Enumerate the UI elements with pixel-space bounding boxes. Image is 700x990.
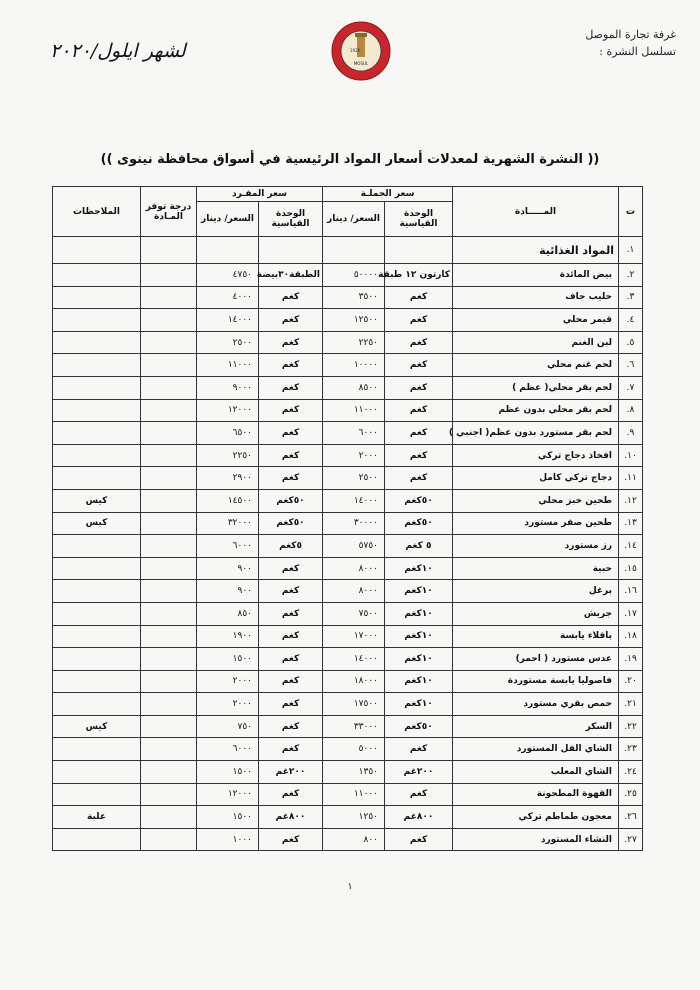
row-availability — [141, 467, 197, 490]
prices-table — [52, 186, 643, 851]
row-wholesale-price: ١٤٠٠٠ — [323, 489, 385, 512]
svg-text:MOSUL: MOSUL — [353, 61, 369, 66]
row-note — [53, 264, 141, 287]
page-number: ١ — [347, 882, 353, 892]
row-retail-price: ٩٠٠٠ — [197, 376, 259, 399]
row-seq: ١٣. — [619, 512, 643, 535]
row-note — [53, 354, 141, 377]
row-seq: ٦. — [619, 354, 643, 377]
row-wholesale-unit: كغم — [385, 467, 453, 490]
row-availability — [141, 309, 197, 332]
row-wholesale-unit: كغم — [385, 286, 453, 309]
row-wholesale-price: ٥٠٠٠ — [323, 738, 385, 761]
row-item: لحم بقر مستورد بدون عظم( اجنبي ) — [453, 422, 619, 445]
row-seq: ٤. — [619, 309, 643, 332]
col-retail-unit: الوحدة القياسية — [259, 202, 323, 237]
row-wholesale-unit: ٥ كغم — [385, 535, 453, 558]
table-row — [53, 467, 643, 490]
row-seq: ٧. — [619, 376, 643, 399]
row-seq: ١١. — [619, 467, 643, 490]
row-item: جريش — [453, 602, 619, 625]
row-wholesale-unit: كغم — [385, 331, 453, 354]
row-retail-unit: كغم — [259, 467, 323, 490]
row-item: قيمر محلي — [453, 309, 619, 332]
row-wholesale-price: ١٧٥٠٠ — [323, 693, 385, 716]
row-availability — [141, 535, 197, 558]
row-wholesale-price: ١٧٠٠٠ — [323, 625, 385, 648]
row-wholesale-price: ١٨٠٠٠ — [323, 670, 385, 693]
row-wholesale-price: ١٣٥٠ — [323, 761, 385, 784]
row-wholesale-unit: كغم — [385, 828, 453, 851]
row-retail-price: ١٥٠٠ — [197, 648, 259, 671]
section-row — [53, 237, 643, 264]
bulletin-title: (( النشرة الشهرية لمعدلات أسعار المواد الرئيسية في أسواق محافظة نينوى )) — [100, 152, 600, 167]
row-item: الشاي الفل المستورد — [453, 738, 619, 761]
row-retail-price: ٢٥٠٠ — [197, 331, 259, 354]
table-row — [53, 489, 643, 512]
row-retail-unit: كغم — [259, 444, 323, 467]
row-retail-unit: ٥٠كغم — [259, 489, 323, 512]
row-seq: ٢٥. — [619, 783, 643, 806]
row-retail-unit: كغم — [259, 648, 323, 671]
row-seq: ٣. — [619, 286, 643, 309]
row-availability — [141, 331, 197, 354]
row-availability — [141, 761, 197, 784]
row-availability — [141, 738, 197, 761]
row-retail-unit: كغم — [259, 715, 323, 738]
row-wholesale-unit: ١٠كغم — [385, 602, 453, 625]
row-retail-unit: ٨٠٠غم — [259, 806, 323, 829]
row-retail-price: ٢٠٠٠ — [197, 693, 259, 716]
row-item: لبن الغنم — [453, 331, 619, 354]
row-wholesale-price: ١٠٠٠٠ — [323, 354, 385, 377]
row-retail-unit: كغم — [259, 354, 323, 377]
row-retail-unit: الطبقة٣٠بيضة — [259, 264, 323, 287]
row-item: طحين خبز محلي — [453, 489, 619, 512]
row-item: حليب جاف — [453, 286, 619, 309]
row-availability — [141, 512, 197, 535]
row-item: لحم غنم محلي — [453, 354, 619, 377]
row-item: فاصوليا يابسة مستوردة — [453, 670, 619, 693]
row-note — [53, 693, 141, 716]
row-availability — [141, 399, 197, 422]
row-note — [53, 399, 141, 422]
row-retail-price: ٣٢٠٠٠ — [197, 512, 259, 535]
row-wholesale-unit: كغم — [385, 738, 453, 761]
row-wholesale-price: ١١٠٠٠ — [323, 399, 385, 422]
row-seq: ١٧. — [619, 602, 643, 625]
col-retail-price: السعر/ دينار — [197, 202, 259, 237]
row-wholesale-price: ٧٥٠٠ — [323, 602, 385, 625]
col-seq: ت — [619, 187, 643, 237]
row-retail-unit: ٢٠٠غم — [259, 761, 323, 784]
row-retail-unit: كغم — [259, 331, 323, 354]
row-retail-unit: كغم — [259, 376, 323, 399]
row-item: برغل — [453, 580, 619, 603]
row-wholesale-price: ٢٢٥٠ — [323, 331, 385, 354]
row-note — [53, 376, 141, 399]
row-item: بيض المائدة — [453, 264, 619, 287]
table-row — [53, 625, 643, 648]
row-seq: ٢٤. — [619, 761, 643, 784]
row-note — [53, 444, 141, 467]
row-note — [53, 761, 141, 784]
row-retail-price: ٨٥٠ — [197, 602, 259, 625]
row-retail-unit: ٥٠كغم — [259, 512, 323, 535]
row-availability — [141, 376, 197, 399]
row-seq: ٩. — [619, 422, 643, 445]
row-wholesale-price: ٨٥٠٠ — [323, 376, 385, 399]
row-note — [53, 580, 141, 603]
row-item: لحم بقر محلي بدون عظم — [453, 399, 619, 422]
row-retail-price: ١١٠٠٠ — [197, 354, 259, 377]
row-availability — [141, 580, 197, 603]
row-wholesale-price: ٥٧٥٠ — [323, 535, 385, 558]
row-note — [53, 309, 141, 332]
table-row — [53, 354, 643, 377]
row-note — [53, 557, 141, 580]
serial-label: تسلسل النشرة : — [599, 45, 676, 58]
row-retail-unit: ٥كغم — [259, 535, 323, 558]
row-seq: ٢٦. — [619, 806, 643, 829]
table-row — [53, 512, 643, 535]
col-notes: الملاحظات — [53, 187, 141, 237]
row-retail-price: ٦٥٠٠ — [197, 422, 259, 445]
row-availability — [141, 602, 197, 625]
row-retail-price: ١٢٠٠٠ — [197, 399, 259, 422]
row-note: كيس — [53, 715, 141, 738]
row-item: النشاء المستورد — [453, 828, 619, 851]
table-row — [53, 444, 643, 467]
row-retail-price: ١٢٠٠٠ — [197, 783, 259, 806]
row-note — [53, 331, 141, 354]
row-availability — [141, 444, 197, 467]
row-item: افخاذ دجاج تركي — [453, 444, 619, 467]
row-item: لحم بقر محلي( عظم ) — [453, 376, 619, 399]
row-seq: ٢٣. — [619, 738, 643, 761]
row-availability — [141, 286, 197, 309]
row-wholesale-price: ١٤٠٠٠ — [323, 648, 385, 671]
table-row — [53, 670, 643, 693]
row-retail-unit: كغم — [259, 422, 323, 445]
row-item: معجون طماطم تركي — [453, 806, 619, 829]
row-seq: ٢٧. — [619, 828, 643, 851]
row-retail-price: ٢٩٠٠ — [197, 467, 259, 490]
row-availability — [141, 264, 197, 287]
row-note — [53, 670, 141, 693]
row-availability — [141, 557, 197, 580]
row-seq: ٢٢. — [619, 715, 643, 738]
row-wholesale-unit: كغم — [385, 444, 453, 467]
row-note: كيس — [53, 512, 141, 535]
table-row — [53, 264, 643, 287]
row-wholesale-unit: كغم — [385, 422, 453, 445]
row-note — [53, 535, 141, 558]
row-wholesale-price: ١١٠٠٠ — [323, 783, 385, 806]
row-retail-price: ٢٢٥٠ — [197, 444, 259, 467]
table-row — [53, 806, 643, 829]
row-note — [53, 422, 141, 445]
row-wholesale-price: ٨٠٠٠ — [323, 580, 385, 603]
row-retail-unit: كغم — [259, 693, 323, 716]
section-label: المواد الغذائية — [453, 237, 619, 264]
row-retail-price: ١٥٠٠ — [197, 806, 259, 829]
row-retail-price: ١٤٠٠٠ — [197, 309, 259, 332]
row-retail-unit: كغم — [259, 670, 323, 693]
row-wholesale-unit: ١٠كغم — [385, 648, 453, 671]
row-wholesale-unit: ١٠كغم — [385, 625, 453, 648]
row-wholesale-price: ٢٠٠٠ — [323, 444, 385, 467]
row-item: حمص بقري مستورد — [453, 693, 619, 716]
row-item: باقلاء يابسة — [453, 625, 619, 648]
row-item: حبية — [453, 557, 619, 580]
row-note — [53, 783, 141, 806]
row-wholesale-unit: ١٠كغم — [385, 580, 453, 603]
row-item: رز مستورد — [453, 535, 619, 558]
row-availability — [141, 828, 197, 851]
row-note — [53, 467, 141, 490]
chamber-logo-icon — [330, 20, 392, 82]
row-availability — [141, 783, 197, 806]
row-retail-unit: كغم — [259, 580, 323, 603]
table-row — [53, 399, 643, 422]
row-note: علبة — [53, 806, 141, 829]
row-wholesale-price: ٣٣٠٠٠ — [323, 715, 385, 738]
table-row — [53, 738, 643, 761]
row-item: طحين صفر مستورد — [453, 512, 619, 535]
row-retail-unit: كغم — [259, 557, 323, 580]
row-retail-unit: كغم — [259, 828, 323, 851]
row-retail-price: ٤٧٥٠ — [197, 264, 259, 287]
row-wholesale-price: ٣٠٠٠٠ — [323, 512, 385, 535]
table-row — [53, 783, 643, 806]
row-retail-price: ١٥٠٠ — [197, 761, 259, 784]
row-retail-price: ٦٠٠٠ — [197, 535, 259, 558]
col-wholesale-price: السعر/ دينار — [323, 202, 385, 237]
row-item: دجاج تركي كامل — [453, 467, 619, 490]
table-row — [53, 693, 643, 716]
row-wholesale-price: ٨٠٠ — [323, 828, 385, 851]
row-retail-price: ٤٠٠٠ — [197, 286, 259, 309]
row-wholesale-unit: كغم — [385, 783, 453, 806]
row-note — [53, 738, 141, 761]
row-availability — [141, 422, 197, 445]
col-wholesale: سعر الجملـة — [323, 187, 453, 202]
row-wholesale-price: ١٢٥٠ — [323, 806, 385, 829]
row-wholesale-unit: ٨٠٠غم — [385, 806, 453, 829]
row-wholesale-unit: ١٠كغم — [385, 670, 453, 693]
table-row — [53, 535, 643, 558]
row-availability — [141, 489, 197, 512]
row-seq: ١٦. — [619, 580, 643, 603]
row-availability — [141, 806, 197, 829]
svg-text:1926: 1926 — [350, 48, 361, 53]
row-note — [53, 286, 141, 309]
header-org-block — [585, 26, 676, 60]
row-seq: ٢. — [619, 264, 643, 287]
org-name: غرفة تجارة الموصل — [585, 28, 676, 41]
row-wholesale-unit: ١٠كغم — [385, 557, 453, 580]
row-retail-price: ١٤٥٠٠ — [197, 489, 259, 512]
table-row — [53, 286, 643, 309]
row-wholesale-unit: ١٠كغم — [385, 693, 453, 716]
row-retail-unit: كغم — [259, 783, 323, 806]
row-retail-price: ٦٠٠٠ — [197, 738, 259, 761]
row-retail-price: ١٠٠٠ — [197, 828, 259, 851]
row-seq: ١٨. — [619, 625, 643, 648]
row-availability — [141, 693, 197, 716]
col-availability: درجة توفر المـادة — [141, 187, 197, 237]
table-row — [53, 761, 643, 784]
month-title: لشهر ايلول/٢٠٢٠ — [50, 40, 186, 62]
row-item: السكر — [453, 715, 619, 738]
row-availability — [141, 670, 197, 693]
row-note — [53, 625, 141, 648]
row-retail-price: ٧٥٠ — [197, 715, 259, 738]
row-wholesale-price: ٢٥٠٠ — [323, 467, 385, 490]
row-item: القهوة المطحونة — [453, 783, 619, 806]
col-item: المـــــادة — [453, 187, 619, 237]
row-wholesale-unit: كغم — [385, 399, 453, 422]
row-seq: ١٠. — [619, 444, 643, 467]
row-retail-price: ٩٠٠ — [197, 557, 259, 580]
row-wholesale-price: ١٢٥٠٠ — [323, 309, 385, 332]
row-wholesale-price: ٥٠٠٠٠ — [323, 264, 385, 287]
row-seq: ١٥. — [619, 557, 643, 580]
row-retail-unit: كغم — [259, 738, 323, 761]
row-seq: ١٩. — [619, 648, 643, 671]
row-seq: ٥. — [619, 331, 643, 354]
row-wholesale-unit: كغم — [385, 376, 453, 399]
row-wholesale-unit: ٥٠كغم — [385, 512, 453, 535]
table-row — [53, 648, 643, 671]
row-retail-price: ٢٠٠٠ — [197, 670, 259, 693]
row-wholesale-price: ٦٠٠٠ — [323, 422, 385, 445]
row-wholesale-unit: ٢٠٠غم — [385, 761, 453, 784]
row-seq: ١٢. — [619, 489, 643, 512]
row-availability — [141, 625, 197, 648]
row-item: عدس مستورد ( احمر) — [453, 648, 619, 671]
col-retail: سعر المفـرد — [197, 187, 323, 202]
row-wholesale-unit: كغم — [385, 309, 453, 332]
row-seq: ٢٠. — [619, 670, 643, 693]
row-availability — [141, 648, 197, 671]
row-wholesale-price: ٨٠٠٠ — [323, 557, 385, 580]
table-row — [53, 309, 643, 332]
row-wholesale-price: ٣٥٠٠ — [323, 286, 385, 309]
table-row — [53, 602, 643, 625]
table-row — [53, 557, 643, 580]
table-row — [53, 828, 643, 851]
row-wholesale-unit: كارتون ١٢ طبقة — [385, 264, 453, 287]
row-availability — [141, 354, 197, 377]
row-wholesale-unit: ٥٠كغم — [385, 489, 453, 512]
table-row — [53, 422, 643, 445]
row-wholesale-unit: ٥٠كغم — [385, 715, 453, 738]
row-note — [53, 602, 141, 625]
row-retail-unit: كغم — [259, 286, 323, 309]
table-row — [53, 580, 643, 603]
row-seq: ١٤. — [619, 535, 643, 558]
table-row — [53, 376, 643, 399]
row-retail-price: ٩٠٠ — [197, 580, 259, 603]
table-row — [53, 715, 643, 738]
row-retail-unit: كغم — [259, 625, 323, 648]
row-retail-unit: كغم — [259, 602, 323, 625]
row-item: الشاي المعلب — [453, 761, 619, 784]
section-seq: ١. — [619, 237, 643, 264]
row-seq: ٨. — [619, 399, 643, 422]
row-seq: ٢١. — [619, 693, 643, 716]
row-retail-unit: كغم — [259, 399, 323, 422]
row-note — [53, 828, 141, 851]
row-note: كيس — [53, 489, 141, 512]
row-retail-unit: كغم — [259, 309, 323, 332]
row-note — [53, 648, 141, 671]
col-wholesale-unit: الوحدة القياسية — [385, 202, 453, 237]
table-row — [53, 331, 643, 354]
row-availability — [141, 715, 197, 738]
row-wholesale-unit: كغم — [385, 354, 453, 377]
row-retail-price: ١٩٠٠ — [197, 625, 259, 648]
